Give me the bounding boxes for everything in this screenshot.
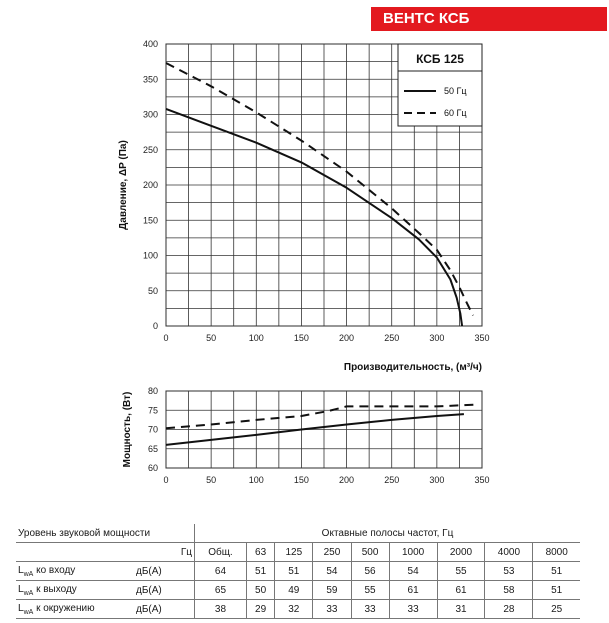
row-label: $L_{wA}$ к окружению bbox=[16, 600, 134, 619]
brand-banner: ВЕНТС КСБ bbox=[371, 7, 607, 31]
table-row bbox=[16, 600, 580, 619]
table-title: Уровень звуковой мощности bbox=[16, 524, 195, 543]
table-cell: 33 bbox=[351, 600, 389, 619]
bands-title: Октавные полосы частот, Гц bbox=[195, 524, 581, 543]
table-cell: 51 bbox=[246, 562, 274, 581]
pressure-chart bbox=[118, 39, 490, 373]
table-cell: 38 bbox=[195, 600, 247, 619]
col-header: Общ. bbox=[195, 543, 247, 562]
x-tick-label: 250 bbox=[384, 475, 400, 485]
x-tick-label: 150 bbox=[293, 333, 309, 343]
power-chart bbox=[122, 386, 490, 485]
y-axis-label: Мощность, (Вт) bbox=[122, 391, 133, 468]
col-header: 63 bbox=[246, 543, 274, 562]
col-header: 2000 bbox=[437, 543, 485, 562]
x-tick-label: 250 bbox=[384, 333, 400, 343]
table-cell: 33 bbox=[313, 600, 351, 619]
table-cell: 28 bbox=[485, 600, 533, 619]
table-cell: 59 bbox=[313, 581, 351, 600]
y-tick-label: 75 bbox=[147, 405, 158, 416]
col-header: 125 bbox=[275, 543, 313, 562]
y-tick-label: 400 bbox=[142, 39, 158, 49]
hz-label: Гц bbox=[134, 543, 195, 562]
series-line-50hz bbox=[166, 109, 462, 326]
x-tick-label: 100 bbox=[248, 333, 264, 343]
y-tick-label: 150 bbox=[142, 215, 158, 226]
table-row bbox=[16, 581, 580, 600]
y-tick-label: 80 bbox=[147, 386, 158, 396]
table-cell: 54 bbox=[389, 562, 437, 581]
row-unit: дБ(А) bbox=[134, 600, 195, 619]
row-unit: дБ(А) bbox=[134, 562, 195, 581]
table-cell: 29 bbox=[246, 600, 274, 619]
table-cell: 51 bbox=[533, 562, 580, 581]
y-tick-label: 65 bbox=[147, 443, 158, 454]
y-tick-label: 0 bbox=[152, 321, 158, 331]
x-tick-label: 200 bbox=[339, 475, 355, 485]
x-tick-label: 0 bbox=[163, 333, 169, 343]
x-tick-label: 350 bbox=[474, 475, 490, 485]
table-cell: 32 bbox=[275, 600, 313, 619]
table-cell: 56 bbox=[351, 562, 389, 581]
legend-title: КСБ 125 bbox=[416, 52, 464, 66]
x-axis-label: Производительность, (м³/ч) bbox=[343, 362, 482, 373]
table-cell: 50 bbox=[246, 581, 274, 600]
table-cell: 53 bbox=[485, 562, 533, 581]
table-cell: 54 bbox=[313, 562, 351, 581]
y-tick-label: 50 bbox=[147, 285, 158, 296]
x-tick-label: 100 bbox=[248, 475, 264, 485]
table-cell: 55 bbox=[437, 562, 485, 581]
row-label: $L_{wA}$ ко входу bbox=[16, 562, 134, 581]
y-tick-label: 60 bbox=[147, 463, 158, 473]
row-unit: дБ(А) bbox=[134, 581, 195, 600]
x-tick-label: 0 bbox=[163, 475, 169, 485]
table-cell: 55 bbox=[351, 581, 389, 600]
x-tick-label: 50 bbox=[206, 475, 217, 485]
y-tick-label: 200 bbox=[142, 180, 158, 190]
x-tick-label: 350 bbox=[474, 333, 490, 343]
x-tick-label: 200 bbox=[339, 333, 355, 343]
table-cell: 61 bbox=[389, 581, 437, 600]
y-tick-label: 300 bbox=[142, 109, 158, 120]
col-header: 4000 bbox=[485, 543, 533, 562]
row-label: $L_{wA}$ к выходу bbox=[16, 581, 134, 600]
legend-label: 50 Гц bbox=[444, 86, 467, 96]
legend-label: 60 Гц bbox=[444, 108, 467, 118]
col-header: 250 bbox=[313, 543, 351, 562]
x-tick-label: 300 bbox=[429, 333, 445, 343]
col-header: 1000 bbox=[389, 543, 437, 562]
x-tick-label: 300 bbox=[429, 475, 445, 485]
y-tick-label: 100 bbox=[142, 250, 158, 261]
table-row bbox=[16, 562, 580, 581]
y-tick-label: 70 bbox=[147, 424, 158, 435]
sound-power-table bbox=[16, 524, 580, 619]
table-cell: 25 bbox=[533, 600, 580, 619]
y-tick-label: 350 bbox=[142, 74, 158, 85]
x-tick-label: 50 bbox=[206, 333, 217, 343]
x-tick-label: 150 bbox=[293, 475, 309, 485]
table-cell: 51 bbox=[533, 581, 580, 600]
table-cell: 58 bbox=[485, 581, 533, 600]
col-header: 500 bbox=[351, 543, 389, 562]
table-cell: 51 bbox=[275, 562, 313, 581]
table-cell: 61 bbox=[437, 581, 485, 600]
table-cell: 33 bbox=[389, 600, 437, 619]
col-header: 8000 bbox=[533, 543, 580, 562]
y-axis-label: Давление, ΔP (Па) bbox=[118, 140, 129, 230]
table-cell: 64 bbox=[195, 562, 247, 581]
table-columns-row bbox=[16, 543, 580, 562]
table-cell: 65 bbox=[195, 581, 247, 600]
table-cell: 31 bbox=[437, 600, 485, 619]
table-header-row bbox=[16, 524, 580, 543]
y-tick-label: 250 bbox=[142, 144, 158, 155]
table-cell: 49 bbox=[275, 581, 313, 600]
